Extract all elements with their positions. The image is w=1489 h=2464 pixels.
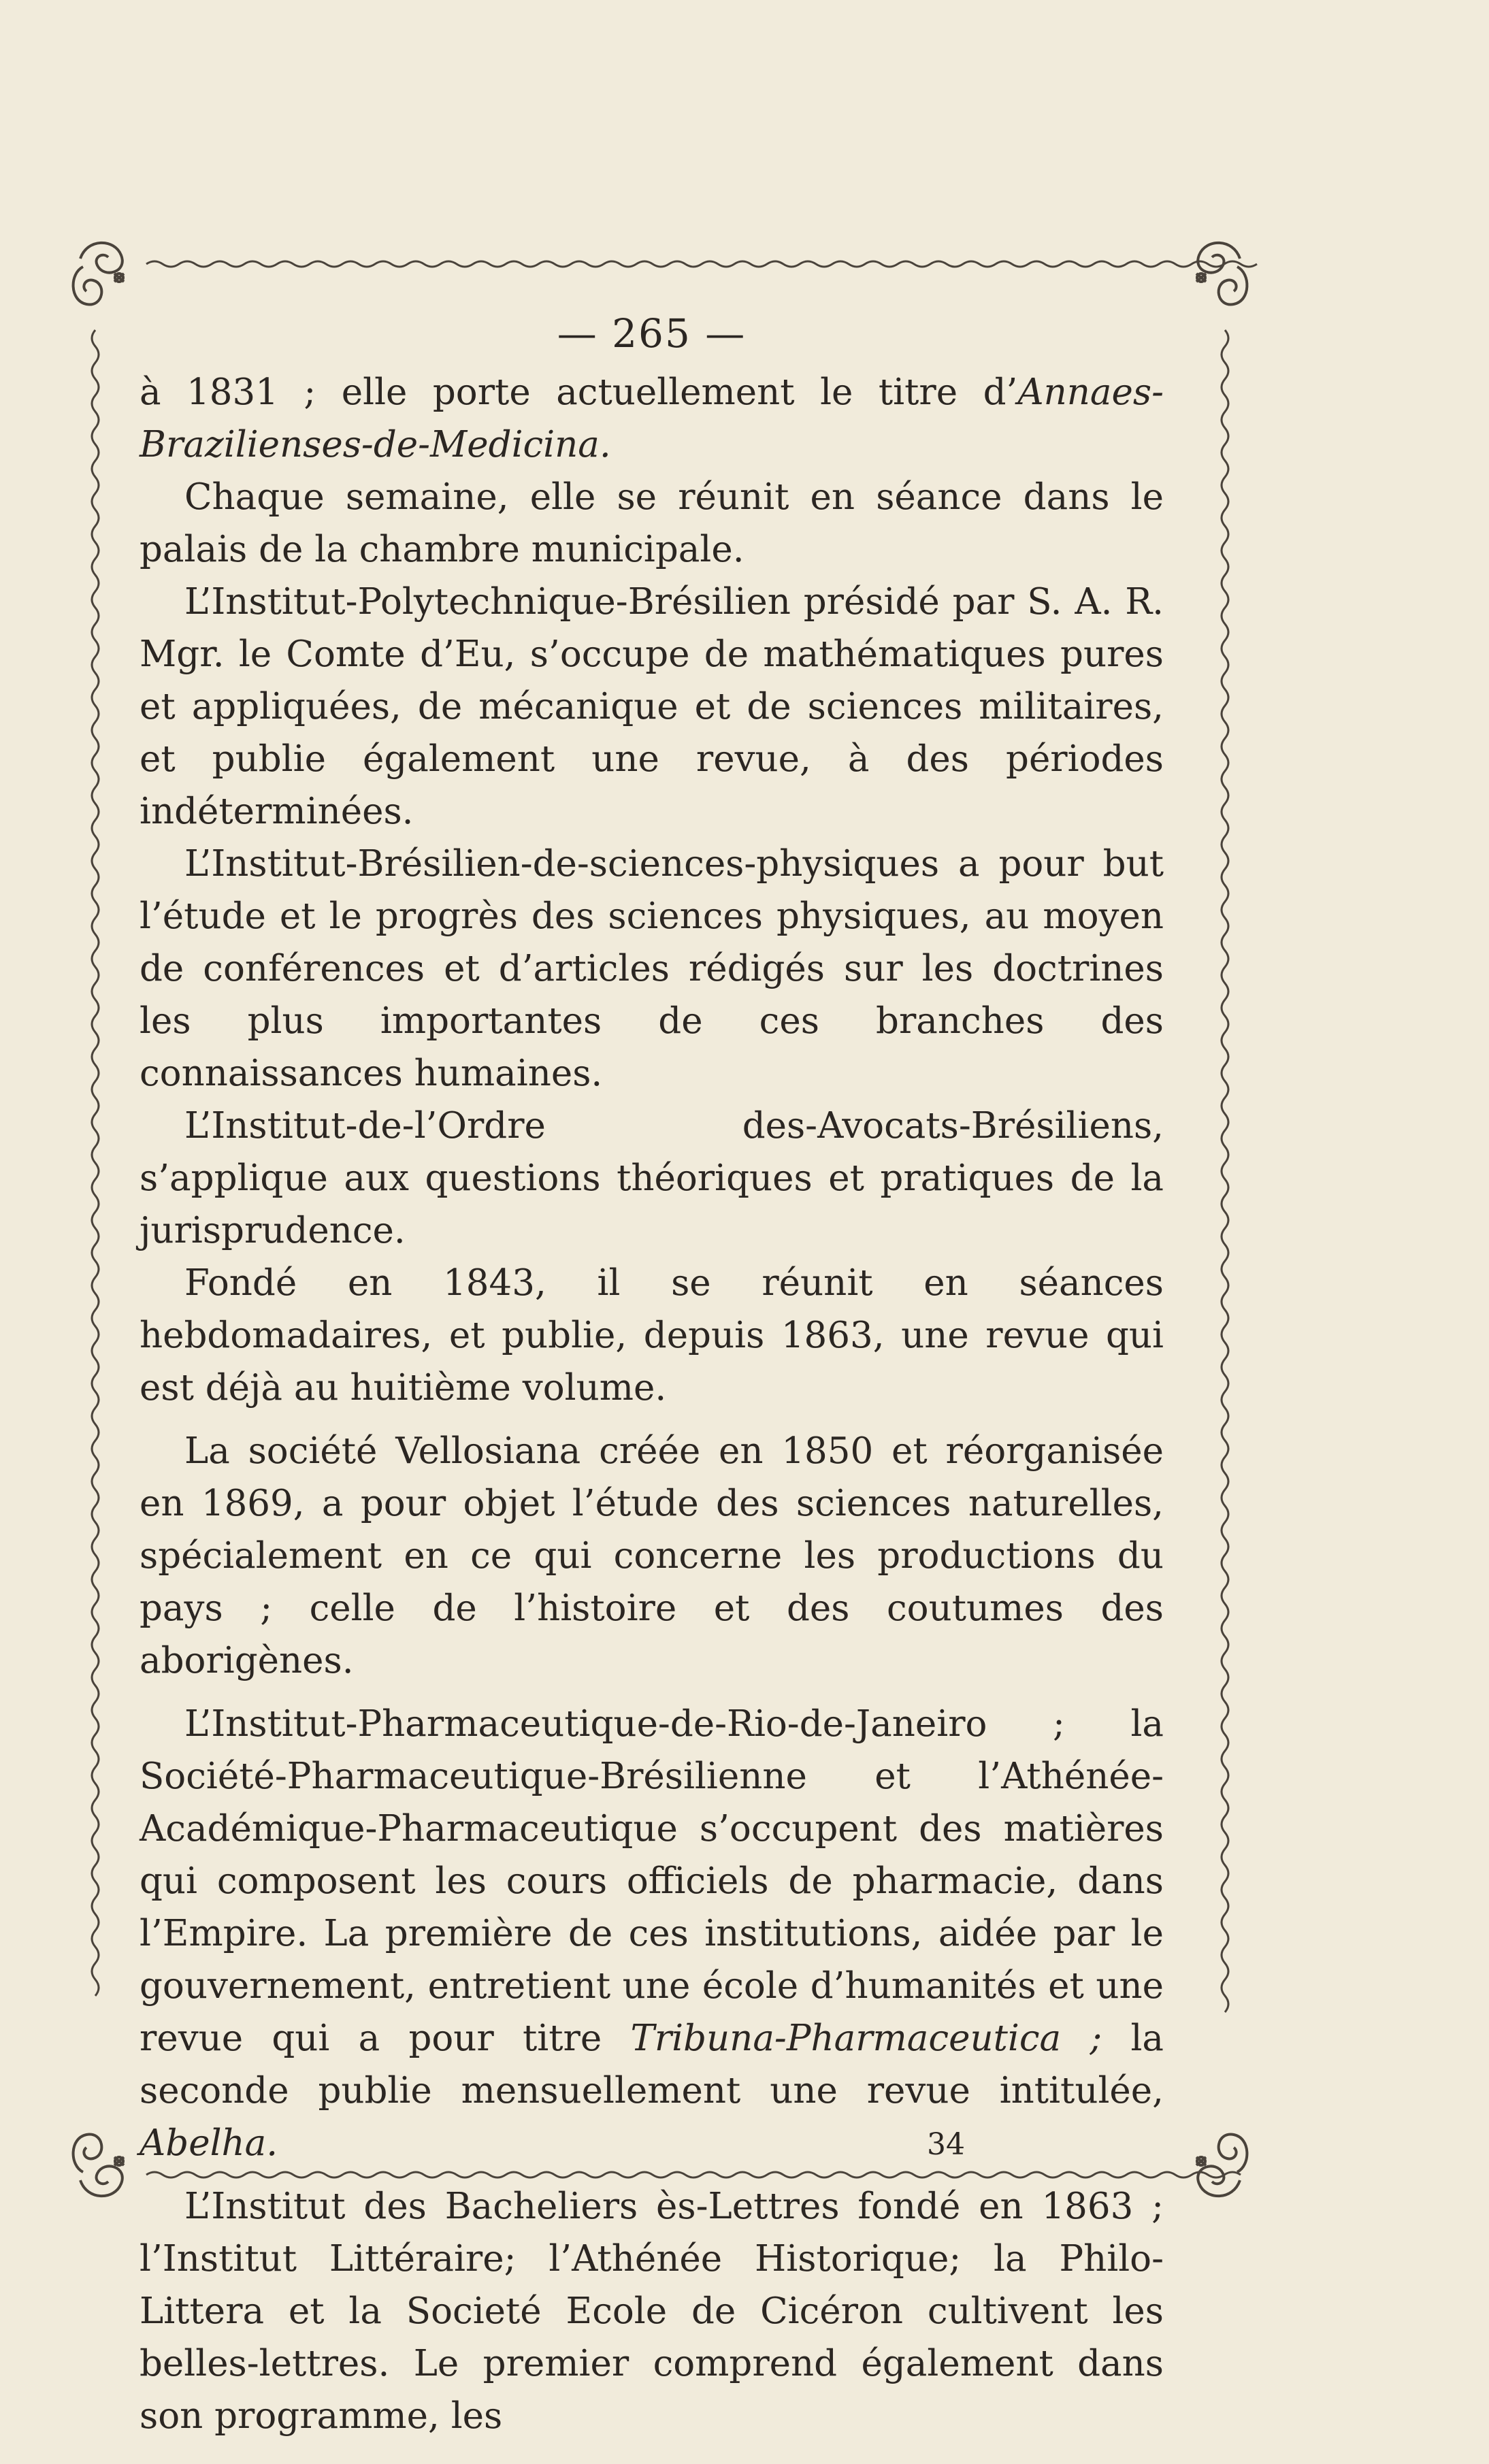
corner-ornament-bottom-right <box>1196 2135 1247 2197</box>
signature-mark: 34 <box>927 2127 965 2162</box>
paragraph-8: L’Institut-Pharmaceutique-de-Rio-de-Janeiro ; la Société-Pharmaceutique-Brésilienne et l’Athénée-Académique-Pharmaceutique s’occupent des matières qui composent les cours officiels de pharmacie, dans l’Empire. La première de ces institutions, aidée par le gouvernement, entretient une école d’humanités et une revue qui a pour titre Tribuna-Pharmaceutica ; la seconde publie mensuellement une revue intitulée, Abelha. <box>140 1703 1164 2164</box>
corner-ornament-top-right <box>1196 243 1247 305</box>
page-body <box>140 306 1164 2442</box>
paragraph-6: Fondé en 1843, il se réunit en séances hebdomadaires, et publie, depuis 1863, une revue qui est déjà au huitième volume. <box>140 1262 1164 1409</box>
top-wavy-rule <box>146 261 1257 267</box>
corner-ornament-bottom-left <box>73 2135 124 2197</box>
paragraph-3: L’Institut-Polytechnique-Brésilien présidé par S. A. R. Mgr. le Comte d’Eu, s’occupe de mathématiques pures et appliquées, de mécanique et de sciences militaires, et publie également une revue, à des périodes indéterminées. <box>140 581 1164 832</box>
paragraph-2: Chaque semaine, elle se réunit en séance dans le palais de la chambre municipale. <box>140 476 1164 570</box>
paragraph-4: L’Institut-Brésilien-de-sciences-physiques a pour but l’étude et le progrès des sciences physiques, au moyen de conférences et d’articles rédigés sur les doctrines les plus importantes de ces branches des connaissances humaines. <box>140 843 1164 1094</box>
paragraph-7: La société Vellosiana créée en 1850 et réorganisée en 1869, a pour objet l’étude des sciences naturelles, spécialement en ce qui concerne les productions du pays ; celle de l’histoire et des coutumes des aborigènes. <box>140 1430 1164 1681</box>
paragraph-5: L’Institut-de-l’Ordre des-Avocats-Brésiliens, s’applique aux questions théoriques et pratiques de la jurisprudence. <box>140 1105 1164 1251</box>
page-number: — 265 — <box>557 310 747 357</box>
paragraph-9: L’Institut des Bacheliers ès-Lettres fondé en 1863 ; l’Institut Littéraire; l’Athénée Historique; la Philo-Littera et la Societé Ecole de Cicéron cultivent les belles-lettres. Le premier comprend également dans son programme, les <box>140 2186 1164 2437</box>
right-wavy-rule <box>1222 330 1228 2012</box>
corner-ornament-top-left <box>73 243 124 305</box>
left-wavy-rule <box>92 330 99 1996</box>
paragraph-1: à 1831 ; elle porte actuellement le titre d’Annaes-Brazilienses-de-Medicina. <box>140 372 1164 465</box>
